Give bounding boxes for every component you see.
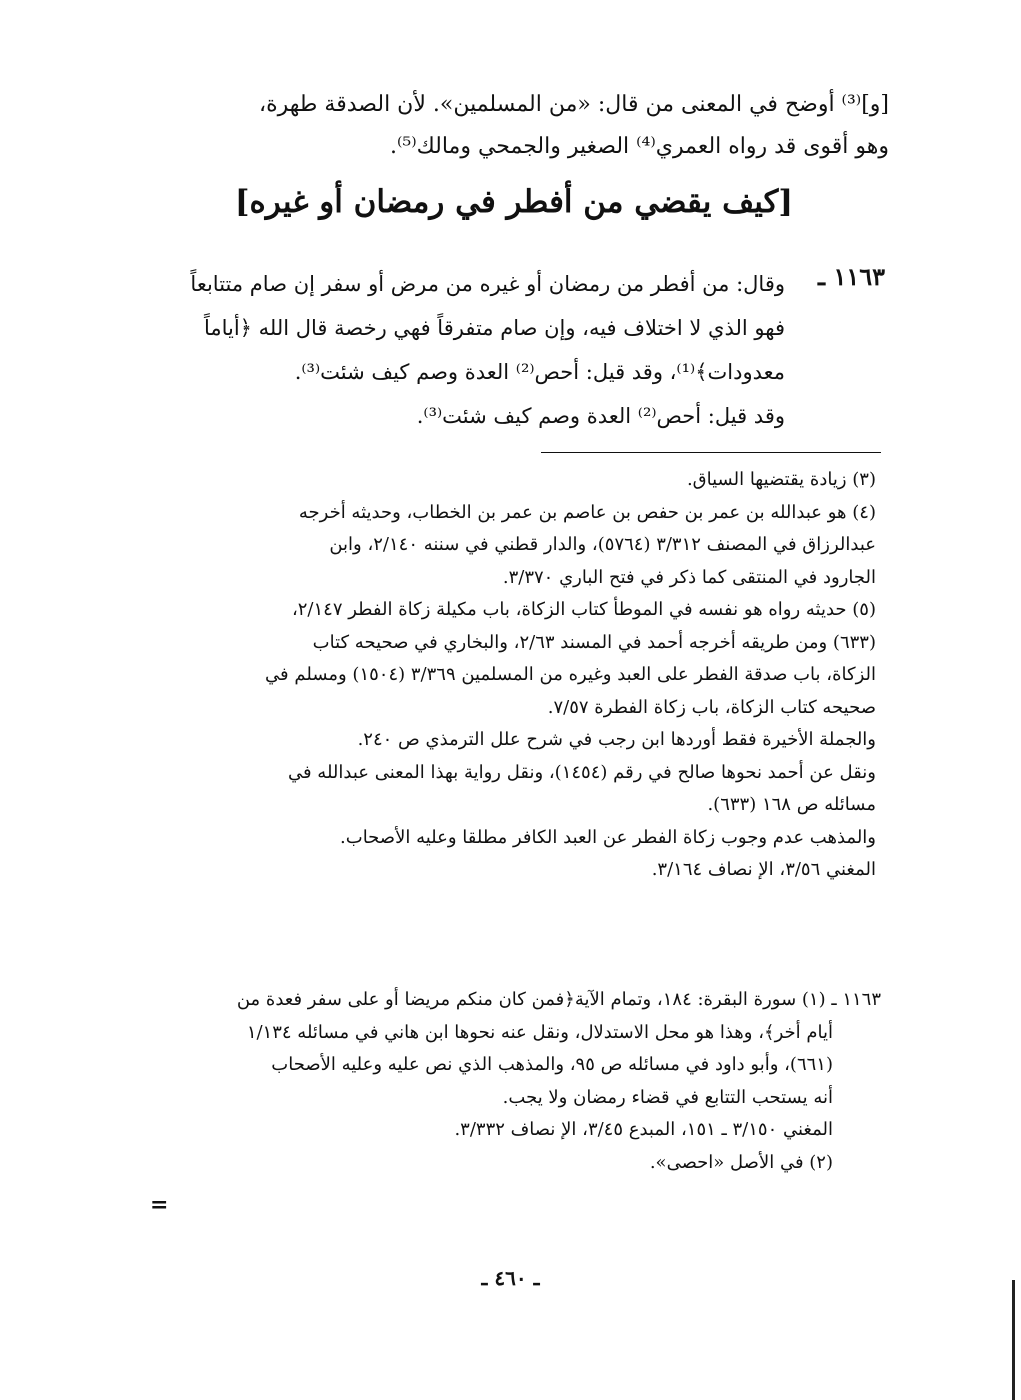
footnote-line: المغني ٣/١٥٠ ـ ١٥١، المبدع ٣/٤٥، الإ نصاف ٣/٣٣٢. (454, 1119, 833, 1140)
continuation-mark: = (150, 1192, 169, 1218)
footnote-line: المغني ٣/٥٦، الإ نصاف ٣/١٦٤. (651, 859, 876, 880)
section-heading: [كيف يقضي من أفطر في رمضان أو غيره] (234, 184, 793, 220)
footnote-line: (٥) حديثه رواه هو نفسه في الموطأ كتاب الزكاة، باب مكيلة زكاة الفطر ٢/١٤٧، (291, 599, 876, 620)
footnote-line: صحيحه كتاب الزكاة، باب زكاة الفطرة ٧/٥٧. (547, 696, 876, 718)
footnotes-entry-1163 (141, 984, 881, 1179)
footnote-line: أيام أخر﴾، وهذا هو محل الاستدلال، ونقل عنه نحوها ابن هاني في مسائله ١/١٣٤ (246, 1021, 833, 1043)
footnote-separator (541, 452, 881, 453)
text-line: وقد قيل: أحص⁽²⁾ العدة وصم كيف شئت⁽³⁾. (416, 404, 785, 428)
footnote-line: ١١٦٣ ـ (١) سورة البقرة: ١٨٤، وتمام الآية﴿فمن كان منكم مريضا أو على سفر فعدة من (236, 989, 881, 1010)
footnote-line: الجارود في المنتقى كما ذكر في فتح الباري ٣/٣٧٠. (502, 566, 876, 588)
footnote-line: ونقل عن أحمد نحوها صالح في رقم (١٤٥٤)، ونقل رواية بهذا المعنى عبدالله في (287, 761, 876, 783)
text-line: فهو الذي لا اختلاف فيه، وإن صام متفرقاً فهي رخصة قال الله ﴿أياماً (203, 316, 785, 340)
footnote-line: أنه يستحب التتابع في قضاء رمضان ولا يجب. (502, 1086, 833, 1108)
footnote-line: والمذهب عدم وجوب زكاة الفطر عن العبد الكافر مطلقا وعليه الأصحاب. (340, 826, 876, 848)
footnote-line: (٤) هو عبدالله بن عمر بن حفص بن عاصم بن عمر بن الخطاب، وحديثه أخرجه (298, 501, 876, 523)
page-number: ـ ٤٦٠ ـ (481, 1266, 540, 1290)
scan-edge (1012, 1280, 1015, 1400)
footnote-line: (٢) في الأصل «احصى». (649, 1151, 833, 1173)
entry-number: ١١٦٣ ـ (818, 262, 885, 291)
text-line: وهو أقوى قد رواه العمري⁽⁴⁾ الصغير والجمحي ومالك⁽⁵⁾. (389, 134, 889, 159)
footnote-line: (٦٣٣) ومن طريقه أخرجه أحمد في المسند ٢/٦٣، والبخاري في صحيحه كتاب (312, 631, 876, 653)
text-line: وقال: من أفطر من رمضان أو غيره من مرض أو سفر إن صام متتابعاً (190, 272, 785, 296)
footnote-line: (٣) زيادة يقتضيها السياق. (686, 469, 876, 490)
text-line: [و]⁽³⁾ أوضح في المعنى من قال: «من المسلمين». لأن الصدقة طهرة، (259, 92, 889, 117)
footnote-line: الزكاة، باب صدقة الفطر على العبد وغيره من المسلمين ٣/٣٦٩ (١٥٠٤) ومسلم في (265, 664, 876, 685)
intro-paragraph (209, 84, 889, 168)
footnote-line: عبدالرزاق في المصنف ٣/٣١٢ (٥٧٦٤)، والدار قطني في سننه ٢/١٤٠، وابن (329, 534, 876, 555)
footnote-line: مسائله ص ١٦٨ (٦٣٣). (707, 794, 876, 815)
footnote-line: (٦٦١)، وأبو داود في مسائله ص ٩٥، والمذهب الذي نص عليه وعليه الأصحاب (271, 1054, 833, 1075)
entry-text (145, 262, 785, 438)
footnotes-previous-entry (156, 464, 876, 887)
footnote-line: والجملة الأخيرة فقط أوردها ابن رجب في شرح علل الترمذي ص ٢٤٠. (357, 729, 876, 750)
text-line: معدودات﴾⁽¹⁾، وقد قيل: أحص⁽²⁾ العدة وصم كيف شئت⁽³⁾. (294, 360, 785, 384)
